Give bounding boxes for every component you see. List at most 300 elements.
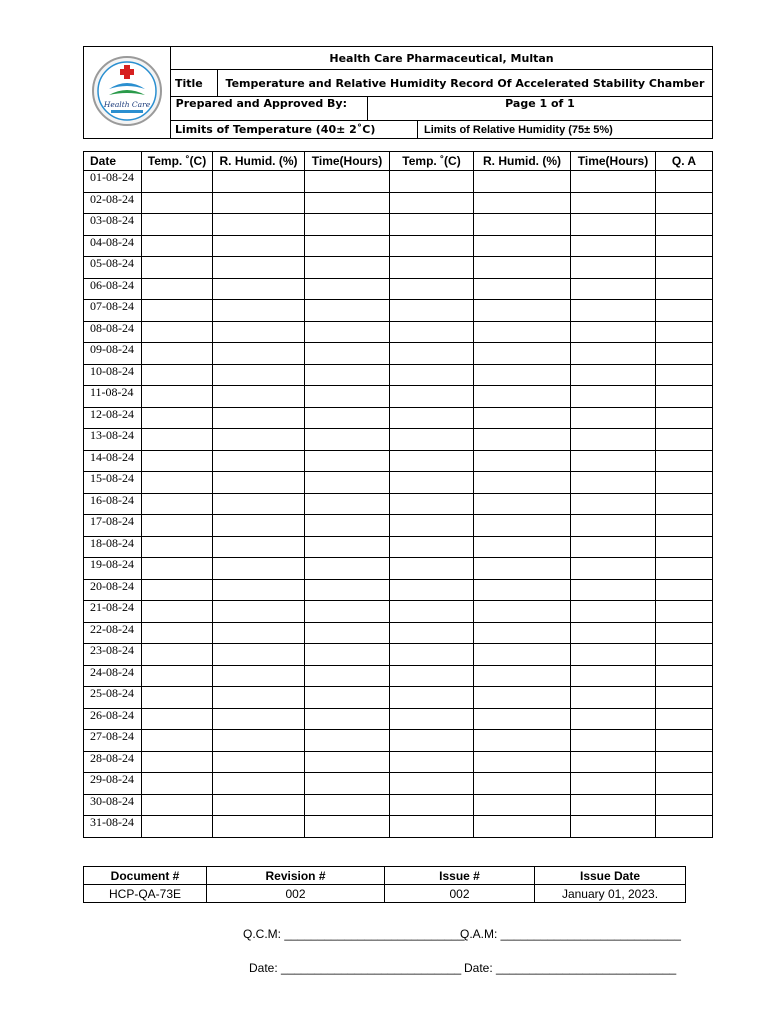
qa-entry-cell[interactable] [656,644,713,666]
svg-text:Health Care: Health Care [103,100,151,109]
time-1-entry-cell[interactable] [305,257,390,279]
humidity-1-entry-cell[interactable] [213,321,305,343]
humidity-1-entry-cell[interactable] [213,687,305,709]
humidity-2-entry-cell[interactable] [474,730,571,752]
time-2-entry-cell[interactable] [571,257,656,279]
humidity-2-entry-cell[interactable] [474,687,571,709]
humidity-2-entry-cell[interactable] [474,751,571,773]
date-cell: 22-08-24 [84,622,142,644]
time-2-entry-cell[interactable] [571,171,656,193]
temp-1-entry-cell[interactable] [142,407,213,429]
temp-1-entry-cell[interactable] [142,171,213,193]
time-1-entry-cell[interactable] [305,364,390,386]
date-cell: 23-08-24 [84,644,142,666]
temp-1-entry-cell[interactable] [142,622,213,644]
qcm-signature-line[interactable]: Q.C.M: ___________________________ [243,927,465,941]
time-2-entry-cell[interactable] [571,665,656,687]
table-row [84,171,713,193]
table-row [84,278,713,300]
temp-1-entry-cell[interactable] [142,601,213,623]
qcm-date-line[interactable]: Date: ___________________________ [249,961,462,975]
time-2-entry-cell[interactable] [571,450,656,472]
column-header-humidity-2: R. Humid. (%) [474,152,571,171]
date-cell: 01-08-24 [84,171,142,193]
record-header-row [84,152,713,171]
qa-entry-cell[interactable] [656,773,713,795]
qa-entry-cell[interactable] [656,300,713,322]
humidity-2-entry-cell[interactable] [474,622,571,644]
temp-2-entry-cell[interactable] [390,407,474,429]
temp-1-entry-cell[interactable] [142,493,213,515]
humidity-2-entry-cell[interactable] [474,558,571,580]
humidity-2-entry-cell[interactable] [474,386,571,408]
date-cell: 29-08-24 [84,773,142,795]
column-header-time-2: Time(Hours) [571,152,656,171]
temp-1-entry-cell[interactable] [142,687,213,709]
humidity-1-entry-cell[interactable] [213,730,305,752]
date-cell: 07-08-24 [84,300,142,322]
humidity-2-entry-cell[interactable] [474,665,571,687]
humidity-1-entry-cell[interactable] [213,515,305,537]
time-1-entry-cell[interactable] [305,558,390,580]
time-2-entry-cell[interactable] [571,386,656,408]
humidity-1-entry-cell[interactable] [213,171,305,193]
temp-2-entry-cell[interactable] [390,472,474,494]
humidity-1-entry-cell[interactable] [213,558,305,580]
humidity-2-entry-cell[interactable] [474,343,571,365]
humidity-1-entry-cell[interactable] [213,816,305,838]
qa-entry-cell[interactable] [656,493,713,515]
humidity-1-entry-cell[interactable] [213,407,305,429]
table-row [84,300,713,322]
temp-2-entry-cell[interactable] [390,579,474,601]
time-2-entry-cell[interactable] [571,300,656,322]
temp-2-entry-cell[interactable] [390,257,474,279]
time-1-entry-cell[interactable] [305,773,390,795]
time-1-entry-cell[interactable] [305,493,390,515]
prepared-approved-by: Prepared and Approved By: [171,97,368,121]
time-2-entry-cell[interactable] [571,214,656,236]
qa-entry-cell[interactable] [656,515,713,537]
time-1-entry-cell[interactable] [305,407,390,429]
time-1-entry-cell[interactable] [305,579,390,601]
temp-1-entry-cell[interactable] [142,558,213,580]
humidity-1-entry-cell[interactable] [213,386,305,408]
temp-2-entry-cell[interactable] [390,343,474,365]
temp-2-entry-cell[interactable] [390,515,474,537]
humidity-2-entry-cell[interactable] [474,429,571,451]
table-row [84,321,713,343]
time-2-entry-cell[interactable] [571,364,656,386]
qa-entry-cell[interactable] [656,192,713,214]
date-cell: 13-08-24 [84,429,142,451]
humidity-1-entry-cell[interactable] [213,300,305,322]
time-1-entry-cell[interactable] [305,171,390,193]
time-1-entry-cell[interactable] [305,321,390,343]
date-cell: 15-08-24 [84,472,142,494]
qa-entry-cell[interactable] [656,235,713,257]
time-1-entry-cell[interactable] [305,214,390,236]
qa-entry-cell[interactable] [656,708,713,730]
humidity-1-entry-cell[interactable] [213,343,305,365]
humidity-1-entry-cell[interactable] [213,235,305,257]
humidity-1-entry-cell[interactable] [213,579,305,601]
time-1-entry-cell[interactable] [305,687,390,709]
time-1-entry-cell[interactable] [305,622,390,644]
date-cell: 12-08-24 [84,407,142,429]
time-2-entry-cell[interactable] [571,558,656,580]
table-row [84,687,713,709]
issue-date-header: Issue Date [535,867,686,885]
humidity-1-entry-cell[interactable] [213,773,305,795]
qa-entry-cell[interactable] [656,622,713,644]
humidity-2-entry-cell[interactable] [474,321,571,343]
temp-1-entry-cell[interactable] [142,364,213,386]
temp-2-entry-cell[interactable] [390,751,474,773]
time-1-entry-cell[interactable] [305,644,390,666]
qa-entry-cell[interactable] [656,536,713,558]
qa-entry-cell[interactable] [656,751,713,773]
temp-1-entry-cell[interactable] [142,321,213,343]
qa-entry-cell[interactable] [656,278,713,300]
temp-2-entry-cell[interactable] [390,708,474,730]
temp-2-entry-cell[interactable] [390,644,474,666]
temp-2-entry-cell[interactable] [390,536,474,558]
time-1-entry-cell[interactable] [305,278,390,300]
temp-2-entry-cell[interactable] [390,192,474,214]
qa-entry-cell[interactable] [656,816,713,838]
temp-2-entry-cell[interactable] [390,687,474,709]
temp-1-entry-cell[interactable] [142,816,213,838]
doc-number-header: Document # [84,867,207,885]
time-2-entry-cell[interactable] [571,816,656,838]
time-2-entry-cell[interactable] [571,536,656,558]
time-2-entry-cell[interactable] [571,794,656,816]
humidity-2-entry-cell[interactable] [474,708,571,730]
temp-2-entry-cell[interactable] [390,214,474,236]
humidity-2-entry-cell[interactable] [474,493,571,515]
humidity-1-entry-cell[interactable] [213,493,305,515]
time-2-entry-cell[interactable] [571,579,656,601]
temp-2-entry-cell[interactable] [390,558,474,580]
table-row [84,644,713,666]
date-cell: 05-08-24 [84,257,142,279]
time-1-entry-cell[interactable] [305,536,390,558]
qa-entry-cell[interactable] [656,450,713,472]
qa-entry-cell[interactable] [656,601,713,623]
issue-header: Issue # [385,867,535,885]
qa-entry-cell[interactable] [656,386,713,408]
temp-1-entry-cell[interactable] [142,794,213,816]
qa-entry-cell[interactable] [656,257,713,279]
qa-entry-cell[interactable] [656,214,713,236]
time-2-entry-cell[interactable] [571,751,656,773]
column-header-temp-2: Temp. ˚(C) [390,152,474,171]
date-cell: 11-08-24 [84,386,142,408]
time-2-entry-cell[interactable] [571,687,656,709]
time-2-entry-cell[interactable] [571,515,656,537]
time-2-entry-cell[interactable] [571,235,656,257]
time-1-entry-cell[interactable] [305,472,390,494]
temperature-limits: Limits of Temperature (40± 2˚C) [171,121,418,139]
humidity-2-entry-cell[interactable] [474,364,571,386]
time-2-entry-cell[interactable] [571,192,656,214]
temp-2-entry-cell[interactable] [390,321,474,343]
doc-number-value: HCP-QA-73E [84,885,207,903]
humidity-2-entry-cell[interactable] [474,214,571,236]
time-2-entry-cell[interactable] [571,601,656,623]
temp-2-entry-cell[interactable] [390,278,474,300]
humidity-2-entry-cell[interactable] [474,601,571,623]
table-row [84,773,713,795]
date-cell: 02-08-24 [84,192,142,214]
title-label: Title [171,70,218,97]
qa-entry-cell[interactable] [656,343,713,365]
date-cell: 03-08-24 [84,214,142,236]
table-row [84,472,713,494]
time-1-entry-cell[interactable] [305,386,390,408]
temp-1-entry-cell[interactable] [142,235,213,257]
temp-2-entry-cell[interactable] [390,386,474,408]
time-1-entry-cell[interactable] [305,429,390,451]
date-cell: 16-08-24 [84,493,142,515]
qa-entry-cell[interactable] [656,687,713,709]
humidity-2-entry-cell[interactable] [474,794,571,816]
humidity-1-entry-cell[interactable] [213,257,305,279]
humidity-2-entry-cell[interactable] [474,515,571,537]
humidity-2-entry-cell[interactable] [474,579,571,601]
qa-entry-cell[interactable] [656,665,713,687]
column-header-humidity-1: R. Humid. (%) [213,152,305,171]
temp-2-entry-cell[interactable] [390,364,474,386]
page-number: Page 1 of 1 [368,97,713,121]
table-row [84,751,713,773]
date-cell: 09-08-24 [84,343,142,365]
table-row [84,429,713,451]
qa-entry-cell[interactable] [656,794,713,816]
table-row [84,407,713,429]
temp-1-entry-cell[interactable] [142,773,213,795]
qam-date-line[interactable]: Date: ___________________________ [464,961,677,975]
time-1-entry-cell[interactable] [305,192,390,214]
company-logo-cell [84,47,171,139]
humidity-1-entry-cell[interactable] [213,214,305,236]
table-row [84,579,713,601]
humidity-2-entry-cell[interactable] [474,278,571,300]
temp-2-entry-cell[interactable] [390,773,474,795]
time-1-entry-cell[interactable] [305,300,390,322]
temp-2-entry-cell[interactable] [390,622,474,644]
temp-1-entry-cell[interactable] [142,644,213,666]
time-1-entry-cell[interactable] [305,343,390,365]
temp-1-entry-cell[interactable] [142,665,213,687]
record-body [84,171,713,838]
time-1-entry-cell[interactable] [305,450,390,472]
time-2-entry-cell[interactable] [571,644,656,666]
time-1-entry-cell[interactable] [305,816,390,838]
humidity-1-entry-cell[interactable] [213,644,305,666]
humidity-2-entry-cell[interactable] [474,257,571,279]
qa-entry-cell[interactable] [656,579,713,601]
humidity-2-entry-cell[interactable] [474,235,571,257]
temp-2-entry-cell[interactable] [390,429,474,451]
table-row [84,794,713,816]
time-2-entry-cell[interactable] [571,321,656,343]
temp-2-entry-cell[interactable] [390,450,474,472]
date-cell: 28-08-24 [84,751,142,773]
time-2-entry-cell[interactable] [571,708,656,730]
time-2-entry-cell[interactable] [571,730,656,752]
humidity-1-entry-cell[interactable] [213,364,305,386]
column-header-time-1: Time(Hours) [305,152,390,171]
temp-2-entry-cell[interactable] [390,794,474,816]
time-2-entry-cell[interactable] [571,278,656,300]
time-2-entry-cell[interactable] [571,493,656,515]
temp-1-entry-cell[interactable] [142,472,213,494]
date-cell: 24-08-24 [84,665,142,687]
time-2-entry-cell[interactable] [571,773,656,795]
qa-entry-cell[interactable] [656,364,713,386]
revision-value: 002 [207,885,385,903]
humidity-2-entry-cell[interactable] [474,171,571,193]
column-header-date: Date [84,152,142,171]
humidity-2-entry-cell[interactable] [474,536,571,558]
date-cell: 20-08-24 [84,579,142,601]
humidity-2-entry-cell[interactable] [474,407,571,429]
humidity-1-entry-cell[interactable] [213,536,305,558]
temp-1-entry-cell[interactable] [142,450,213,472]
table-row [84,730,713,752]
qa-entry-cell[interactable] [656,407,713,429]
humidity-1-entry-cell[interactable] [213,278,305,300]
humidity-2-entry-cell[interactable] [474,644,571,666]
document-info-table [83,866,686,903]
time-1-entry-cell[interactable] [305,730,390,752]
humidity-1-entry-cell[interactable] [213,622,305,644]
temp-1-entry-cell[interactable] [142,192,213,214]
temp-1-entry-cell[interactable] [142,300,213,322]
time-2-entry-cell[interactable] [571,343,656,365]
date-cell: 30-08-24 [84,794,142,816]
temp-1-entry-cell[interactable] [142,579,213,601]
temp-1-entry-cell[interactable] [142,751,213,773]
temp-2-entry-cell[interactable] [390,171,474,193]
time-2-entry-cell[interactable] [571,622,656,644]
table-row [84,343,713,365]
qa-entry-cell[interactable] [656,321,713,343]
table-row [84,536,713,558]
temp-2-entry-cell[interactable] [390,235,474,257]
temp-1-entry-cell[interactable] [142,257,213,279]
time-2-entry-cell[interactable] [571,407,656,429]
temp-1-entry-cell[interactable] [142,536,213,558]
humidity-2-entry-cell[interactable] [474,300,571,322]
date-cell: 08-08-24 [84,321,142,343]
time-1-entry-cell[interactable] [305,601,390,623]
humidity-1-entry-cell[interactable] [213,708,305,730]
date-cell: 26-08-24 [84,708,142,730]
qa-entry-cell[interactable] [656,730,713,752]
humidity-2-entry-cell[interactable] [474,450,571,472]
temp-1-entry-cell[interactable] [142,429,213,451]
humidity-1-entry-cell[interactable] [213,751,305,773]
time-1-entry-cell[interactable] [305,235,390,257]
temp-1-entry-cell[interactable] [142,730,213,752]
date-cell: 31-08-24 [84,816,142,838]
humidity-1-entry-cell[interactable] [213,601,305,623]
time-2-entry-cell[interactable] [571,472,656,494]
temp-1-entry-cell[interactable] [142,386,213,408]
humidity-1-entry-cell[interactable] [213,794,305,816]
document-header [83,46,713,139]
humidity-2-entry-cell[interactable] [474,816,571,838]
temp-2-entry-cell[interactable] [390,730,474,752]
table-row [84,708,713,730]
table-row [84,515,713,537]
time-1-entry-cell[interactable] [305,751,390,773]
issue-date-value: January 01, 2023. [535,885,686,903]
date-cell: 06-08-24 [84,278,142,300]
time-1-entry-cell[interactable] [305,708,390,730]
qa-entry-cell[interactable] [656,429,713,451]
temp-1-entry-cell[interactable] [142,708,213,730]
temp-2-entry-cell[interactable] [390,665,474,687]
humidity-1-entry-cell[interactable] [213,450,305,472]
temp-2-entry-cell[interactable] [390,493,474,515]
date-cell: 27-08-24 [84,730,142,752]
qa-entry-cell[interactable] [656,558,713,580]
humidity-1-entry-cell[interactable] [213,429,305,451]
temp-2-entry-cell[interactable] [390,601,474,623]
humidity-1-entry-cell[interactable] [213,472,305,494]
document-info-header-row [84,867,686,885]
temp-1-entry-cell[interactable] [142,214,213,236]
humidity-2-entry-cell[interactable] [474,773,571,795]
revision-header: Revision # [207,867,385,885]
time-2-entry-cell[interactable] [571,429,656,451]
company-logo [91,55,163,127]
temp-1-entry-cell[interactable] [142,278,213,300]
qam-signature-line[interactable]: Q.A.M: ___________________________ [460,927,681,941]
table-row [84,622,713,644]
humidity-2-entry-cell[interactable] [474,192,571,214]
date-cell: 25-08-24 [84,687,142,709]
temp-2-entry-cell[interactable] [390,816,474,838]
date-cell: 10-08-24 [84,364,142,386]
temp-1-entry-cell[interactable] [142,343,213,365]
time-1-entry-cell[interactable] [305,515,390,537]
table-row [84,386,713,408]
time-1-entry-cell[interactable] [305,665,390,687]
table-row [84,558,713,580]
date-cell: 19-08-24 [84,558,142,580]
record-table [83,151,713,838]
date-cell: 18-08-24 [84,536,142,558]
table-row [84,450,713,472]
humidity-1-entry-cell[interactable] [213,665,305,687]
qa-entry-cell[interactable] [656,472,713,494]
date-cell: 14-08-24 [84,450,142,472]
humidity-1-entry-cell[interactable] [213,192,305,214]
temp-1-entry-cell[interactable] [142,515,213,537]
table-row [84,665,713,687]
date-cell: 21-08-24 [84,601,142,623]
humidity-2-entry-cell[interactable] [474,472,571,494]
time-1-entry-cell[interactable] [305,794,390,816]
temp-2-entry-cell[interactable] [390,300,474,322]
table-row [84,493,713,515]
qa-entry-cell[interactable] [656,171,713,193]
